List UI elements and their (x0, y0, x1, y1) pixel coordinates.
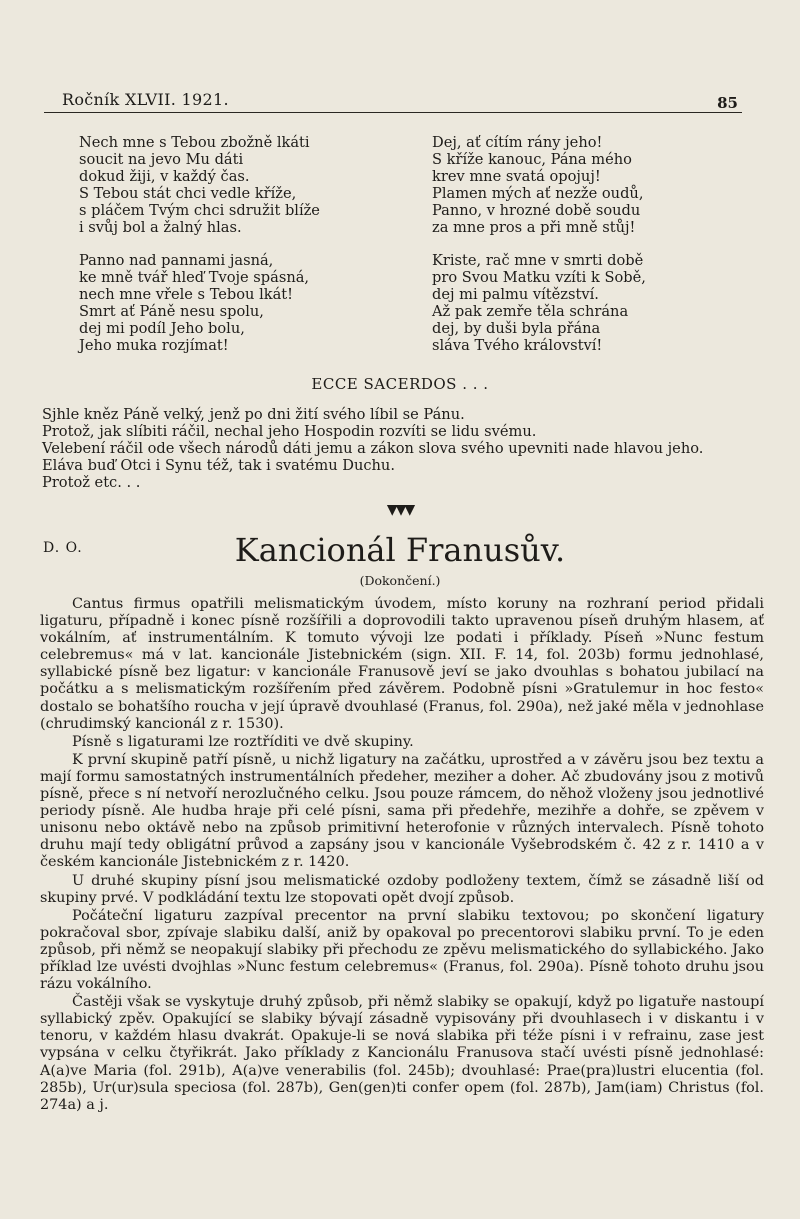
poem-left-column (79, 134, 320, 354)
poem-line: dej, by duši byla přána (432, 320, 601, 337)
ecce-line: Eláva buď Otci i Synu též, tak i svatému Duchu. (42, 457, 395, 474)
poem-line: s pláčem Tvým chci sdružit blíže (79, 202, 320, 219)
poem-line: pro Svou Matku vzíti k Sobě, (432, 269, 646, 286)
ecce-line: Velebení ráčil ode všech národů dáti jemu a zákon slova svého upevniti nade hlavou jeho. (42, 440, 704, 457)
page-header (62, 90, 738, 114)
poem-line: sláva Tvého království! (432, 337, 603, 354)
poem-right-column (432, 134, 646, 354)
article-body (40, 596, 764, 1115)
poem-line: Panno, v hrozné době soudu (432, 202, 641, 219)
volume-year: Ročník XLVII. 1921. (62, 90, 229, 109)
poem-line: S kříže kanouc, Pána mého (432, 151, 632, 168)
poem-line: soucit na jevo Mu dáti (79, 151, 244, 168)
article-author: D. O. (43, 540, 83, 556)
paragraph: Písně s ligaturami lze roztříditi ve dvě skupiny. (72, 733, 414, 750)
paragraph: Počáteční ligaturu zazpíval precentor na první slabiku textovou; po skončení ligatury pokračoval sbor, zpívaje slabiku další, aniž by opakoval po precentorovi slabiku první. To je eden způsob, při němž se neopakují slabiky při přechodu ze zpěvu melismatického do syllabického. Jako příklad lze uvésti dvojhlas »Nunc festum celebremus« (Franus, fol. 290a). Písně tohoto druhu jsou rázu vokálního. (40, 907, 764, 993)
paragraph: Častěji však se vyskytuje druhý způsob, při němž slabiky se opakují, když po ligatuře nastoupí syllabický zpěv. Opakující se slabiky bývají zásadně vypisovány při dvouhlasech i v diskantu i v tenoru, v každém hlasu dvakrát. Opakuje-li se nová slabika při téže písni i v refrainu, zase jest vypsána v celku čtyřikrát. Jako příklady z Kancionálu Franusova stačí uvésti písně jednohlasé: A(a)ve Maria (fol. 291b), A(a)ve venerabilis (fol. 245b); dvouhlasé: Prae(pra)lustri elucentia (fol. 285b), Ur(ur)sula speciosa (fol. 287b), Gen(gen)ti confer opem (fol. 287b), Jam(iam) Christus (fol. 274a) a j. (40, 994, 764, 1113)
poem-line: Plamen mých ať nezže oudů, (432, 185, 644, 202)
poem-line: Jeho muka rozjímat! (79, 337, 229, 354)
poem-line: Až pak zemře těla schrána (432, 303, 629, 320)
poem-line: dokud žiji, v každý čas. (79, 168, 250, 185)
poem-line: i svůj bol a žalný hlas. (79, 219, 242, 236)
article-title: Kancionál Franusův. (234, 531, 566, 569)
poem-line: dej mi podíl Jeho bolu, (79, 320, 245, 337)
ecce-heading: ECCE SACERDOS . . . (311, 375, 489, 393)
paragraph: K první skupině patří písně, u nichž ligatury na začátku, uprostřed a v závěru jsou bez textu a mají formu samostatných instrumentálních předeher, meziher a doher. Ač zbudovány jsou z motivů písně, přece s ní netvoří nerozlučného celku. Jsou pouze rámcem, do něhož vloženy jsou jednotlivé periody písně. Ale hudba hraje při celé písni, sama při předehře, mezihře a dohře, se zpěvem v unisonu nebo oktávě nebo na způsob primitivní heterofonie v různých intervalech. Písně tohoto druhu mají tedy obligátní průvod a zapsány jsou v kancionále Vyšebrodském č. 42 z r. 1410 a v českém kancionále Jistebnickém z r. 1420. (40, 751, 764, 871)
poem-line: krev mne svatá opojuj! (432, 168, 601, 185)
section-ornament: ▼▼▼ (386, 502, 414, 518)
ecce-line: Protož, jak slíbiti ráčil, nechal jeho Hospodin rozvíti se lidu svému. (42, 423, 537, 440)
poem-line: ke mně tvář hleď Tvoje spásná, (79, 269, 310, 286)
poem-line: dej mi palmu vítězství. (432, 286, 599, 303)
paragraph: Cantus firmus opatřili melismatickým úvodem, místo koruny na rozhraní period přidali ligaturu, případně i konec písně rozšířili a doprovodili takto upravenou píseň druhým hlasem, ať vokálním, ať instrumentálním. K tomuto vývoji lze podati i příklady. Píseň »Nunc festum celebremus« má v lat. kancionále Jistebnickém (sign. XII. F. 14, fol. 203b) formu jednohlasé, syllabické písně bez ligatur: v kancionále Franusově jeví se jako dvouhlas s bohatou jubilací na počátku a s melismatickým rozšířením před závěrem. Podobně písni »Gratulemur in hoc festo« dostalo se bohatšího roucha v její úpravě dvouhlasé (Franus, fol. 290a), než jaké měla v jednohlase (chrudimský kancionál z r. 1530). (40, 596, 764, 732)
ecce-line: Sjhle kněz Páně velký, jenž po dni žití svého líbil se Pánu. (42, 406, 465, 423)
poem-line: Dej, ať cítím rány jeho! (432, 134, 603, 151)
ecce-line: Protož etc. . . (42, 474, 141, 491)
poem-line: S Tebou stát chci vedle kříže, (79, 185, 297, 202)
ecce-text (42, 406, 762, 491)
poem-line: Kriste, rač mne v smrti době (432, 252, 644, 269)
poem-line: nech mne vřele s Tebou lkát! (79, 286, 294, 303)
poem-line: Smrt ať Páně nesu spolu, (79, 303, 264, 320)
poem-line: za mne pros a při mně stůj! (432, 219, 636, 236)
article-subtitle: (Dokončení.) (359, 573, 441, 588)
poem-line: Panno nad pannami jasná, (79, 252, 274, 269)
header-rule (44, 112, 742, 113)
poem-line: Nech mne s Tebou zbožně lkáti (79, 134, 310, 151)
page-number: 85 (717, 94, 738, 112)
paragraph: U druhé skupiny písní jsou melismatické ozdoby podloženy textem, čímž se zásadně liší od skupiny prvé. V podkládání textu lze stopovati opět dvojí způsob. (40, 872, 764, 906)
